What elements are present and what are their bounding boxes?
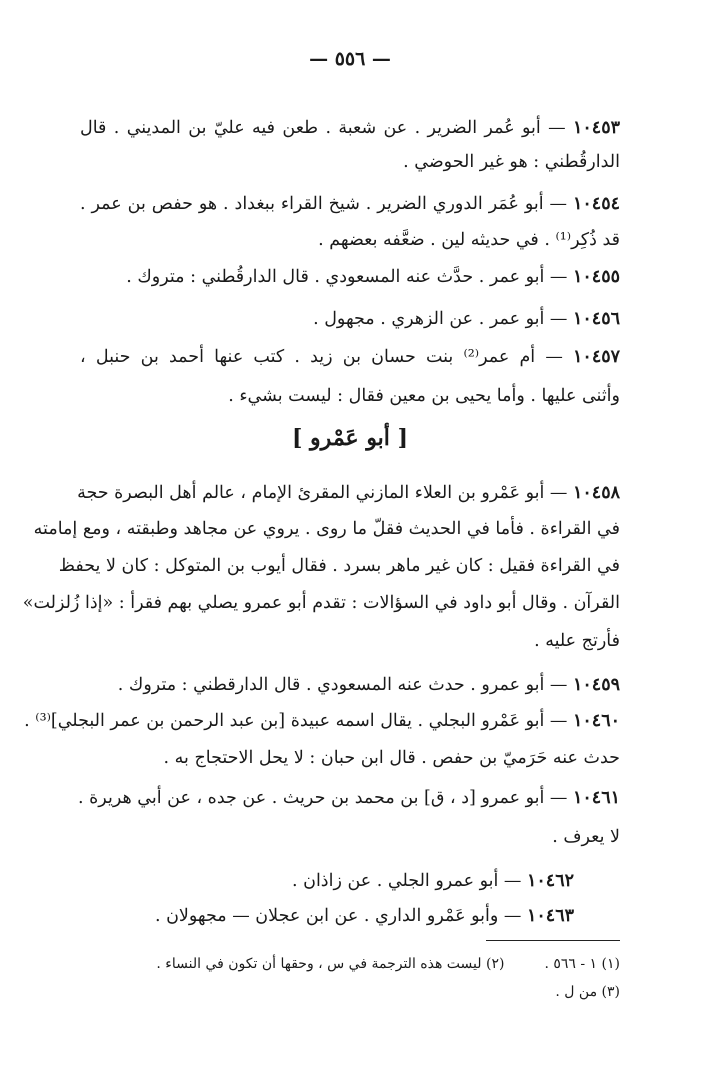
footnote-divider [486, 940, 620, 941]
page-number: — ٥٥٦ — [309, 48, 391, 70]
entry-text: — وأبو عَمْرو الداري . عن ابن عجلان — مجهولان . [154, 906, 527, 926]
entry-10463 [80, 904, 574, 928]
entry-text: — أم عمر⁽²⁾ بنت حسان بن زيد . كتب عنها أحمد بن حنبل ، [80, 347, 574, 367]
entry-10453-line-1 [80, 116, 620, 140]
entry-text: وأثنى عليها . وأما يحيى بن معين فقال : ليست بشيء . [228, 386, 620, 406]
entry-number: ١٠٤٥٥ [573, 267, 620, 287]
entry-10458-line-1 [77, 481, 620, 505]
entry-number: ١٠٤٥٦ [573, 309, 620, 329]
entry-text: — أبو عَمْرو بن العلاء المازني المقرئ الإمام ، عالم أهل البصرة حجة [77, 483, 573, 503]
entry-text: — أبو عمرو . حدث عنه المسعودي . قال الدارقطني : متروك . [117, 675, 573, 695]
entry-text: — أبو عُمر الضرير . عن شعبة . طعن فيه عليّ بن المديني . قال [80, 118, 573, 138]
entry-text: في القراءة فقيل : كان غير ماهر بسرد . فقال أيوب بن المتوكل : كان لا يحفظ [58, 556, 620, 576]
entry-10458-line-5 [80, 629, 620, 653]
book-page [22, 0, 621, 1085]
entry-10462 [80, 869, 574, 893]
entry-10457-line-1 [80, 345, 620, 369]
entry-10461-line-1 [80, 786, 620, 810]
entry-10460-line-1 [24, 709, 620, 733]
entry-10455 [80, 265, 620, 289]
entry-text: — أبو عمرو [د ، ق] بن محمد بن حريث . عن جده ، عن أبي هريرة . [78, 788, 573, 808]
entry-number: ١٠٤٥٧ [573, 347, 621, 367]
entry-10457-line-2 [80, 384, 620, 408]
entry-number: ١٠٤٥٩ [573, 675, 620, 695]
entry-10458-line-3 [58, 554, 620, 578]
entry-text: فأرتج عليه . [534, 631, 620, 651]
entry-10461-line-2 [80, 825, 620, 849]
entry-text: — أبو عَمْرو البجلي . يقال اسمه عبيدة [بن عبد الرحمن بن عمر البجلي]⁽³⁾ . [24, 711, 573, 731]
entry-text: — أبو عمرو الجلي . عن زاذان . [291, 871, 527, 891]
entry-number: ١٠٤٦٠ [573, 711, 620, 731]
entry-10459 [80, 673, 620, 697]
entry-10460-line-2 [80, 746, 620, 770]
entry-number: ١٠٤٦٢ [527, 871, 574, 891]
footnote-line-2 [80, 982, 620, 1002]
footnote-2: (٢) ليست هذه الترجمة في س ، وحقها أن تكون في النساء . [156, 956, 505, 972]
entry-10454-line-2 [80, 228, 620, 252]
entry-text: — أبو عُمَر الدوري الضرير . شيخ القراء ببغداد . هو حفص بن عمر . [80, 194, 573, 214]
entry-number: ١٠٤٥٣ [573, 118, 620, 138]
entry-10458-line-2 [33, 517, 620, 541]
footnote-1: (١) ١ - ٥٦٦ . [544, 956, 620, 972]
entry-text: في القراءة . فأما في الحديث فقلّ ما روى . يروي عن مجاهد وطبقته ، ومع إمامته [33, 519, 620, 539]
section-heading: [ أبو عَمْرو ] [291, 425, 408, 451]
entry-number: ١٠٤٦١ [573, 788, 620, 808]
entry-text: لا يعرف . [552, 827, 620, 847]
entry-10456 [80, 307, 620, 331]
entry-text: حدث عنه حَرَميّ بن حفص . قال ابن حبان : لا يحل الاحتجاج به . [163, 748, 620, 768]
entry-number: ١٠٤٦٣ [527, 906, 574, 926]
entry-text: قد ذُكِر⁽¹⁾ . في حديثه لين . ضعَّفه بعضهم . [318, 230, 620, 250]
footnote-3: (٣) من ل . [555, 984, 620, 1000]
entry-number: ١٠٤٥٨ [573, 483, 620, 503]
entry-10458-line-4 [22, 591, 620, 615]
entry-text: القرآن . وقال أبو داود في السؤالات : تقدم أبو عمرو يصلي بهم فقرأ : «إذا زُلزلت» [22, 593, 620, 613]
entry-text: — أبو عمر . عن الزهري . مجهول . [313, 309, 573, 329]
entry-10453-line-2 [80, 150, 620, 174]
footnote-line-1 [80, 954, 620, 974]
entry-number: ١٠٤٥٤ [573, 194, 620, 214]
entry-text: — أبو عمر . حدَّث عنه المسعودي . قال الدارقُطني : متروك . [126, 267, 573, 287]
entry-10454-line-1 [80, 192, 620, 216]
entry-text: الدارقُطني : هو غير الحوضي . [403, 152, 620, 172]
